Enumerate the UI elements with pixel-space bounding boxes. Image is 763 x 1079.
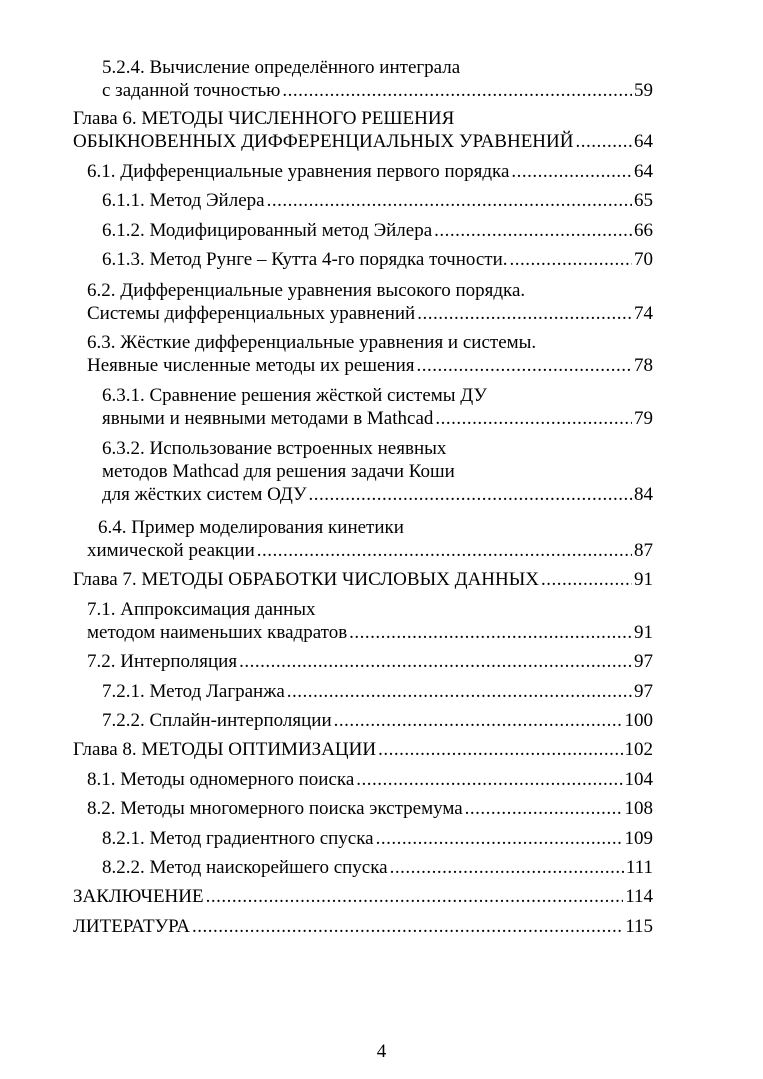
toc-entry [87, 160, 653, 183]
toc-line: с заданной точностью [102, 80, 281, 101]
dot-leader [349, 621, 632, 644]
toc-page-number: 114 [625, 886, 653, 907]
toc-line: ЛИТЕРАТУРА [73, 916, 190, 937]
toc-page-number: 79 [634, 408, 653, 429]
dot-leader [510, 248, 633, 271]
toc-line: 6.3.1. Сравнение решения жёсткой системы ДУ [102, 385, 487, 406]
toc-page-number: 74 [634, 303, 653, 324]
toc-entry [73, 107, 653, 153]
toc-line: 6.1.2. Модифицированный метод Эйлера [102, 220, 433, 241]
toc-entry [73, 568, 653, 591]
dot-leader [434, 219, 632, 242]
toc-entry [87, 650, 653, 673]
toc-line: ОБЫКНОВЕННЫХ ДИФФЕРЕНЦИАЛЬНЫХ УРАВНЕНИЙ [73, 131, 574, 152]
toc-entry [102, 384, 653, 430]
toc-line: 6.2. Дифференциальные уравнения высокого порядка. [87, 280, 526, 301]
toc-line: Неявные численные методы их решения [87, 355, 415, 376]
toc-line: 6.1. Дифференциальные уравнения первого порядка [87, 161, 510, 182]
toc-line: 5.2.4. Вычисление определённого интеграла [102, 57, 461, 78]
toc-page-number: 64 [634, 161, 653, 182]
dot-leader [287, 680, 632, 703]
toc-page-number: 104 [624, 769, 653, 790]
toc-entry [73, 885, 653, 908]
toc-entry [102, 189, 653, 212]
toc-entry [87, 516, 653, 562]
toc-entry [87, 598, 653, 644]
toc-entry [102, 680, 653, 703]
toc-line: Системы дифференциальных уравнений [87, 303, 416, 324]
dot-leader [192, 915, 623, 938]
toc-line: 7.1. Аппроксимация данных [87, 599, 316, 620]
toc-entry [102, 856, 653, 879]
toc-entry [102, 709, 653, 732]
toc-line: 7.2.1. Метод Лагранжа [102, 681, 285, 702]
dot-leader [267, 189, 632, 212]
toc-entry [73, 738, 653, 761]
dot-leader [575, 130, 632, 153]
toc-line: 8.1. Методы одномерного поиска [87, 769, 355, 790]
toc-entry [102, 827, 653, 850]
toc-page-number: 70 [634, 249, 653, 270]
toc-page-number: 100 [624, 710, 653, 731]
dot-leader [416, 354, 632, 377]
toc-entry [73, 915, 653, 938]
toc-entry [102, 248, 653, 271]
toc-line: химической реакции [87, 540, 255, 561]
toc-page-number: 59 [634, 80, 653, 101]
toc-line: ЗАКЛЮЧЕНИЕ [73, 886, 204, 907]
dot-leader [239, 650, 632, 673]
toc-page-number: 111 [625, 857, 653, 878]
dot-leader [334, 709, 623, 732]
toc-line: 6.1.3. Метод Рунге – Кутта 4-го порядка точности. [102, 249, 508, 270]
dot-leader [257, 539, 632, 562]
toc-line: 6.4. Пример моделирования кинетики [98, 517, 404, 538]
toc-page-number: 91 [634, 569, 653, 590]
dot-leader [282, 79, 632, 102]
toc-entry [87, 279, 653, 325]
toc-page-number: 115 [625, 916, 653, 937]
toc-line: 8.2. Методы многомерного поиска экстремума [87, 798, 463, 819]
dot-leader [435, 407, 632, 430]
toc-entry [102, 219, 653, 242]
toc-entry [102, 56, 653, 102]
dot-leader [465, 797, 623, 820]
dot-leader [417, 302, 632, 325]
toc-page-number: 87 [634, 540, 653, 561]
toc-page-number: 91 [634, 622, 653, 643]
toc-entry [87, 768, 653, 791]
toc-page-number: 97 [634, 651, 653, 672]
toc-line: Глава 8. МЕТОДЫ ОПТИМИЗАЦИИ [73, 739, 377, 760]
dot-leader [378, 738, 622, 761]
toc-page-number: 66 [634, 220, 653, 241]
toc-page-number: 84 [634, 484, 653, 505]
dot-leader [206, 885, 624, 908]
toc-line: для жёстких систем ОДУ [102, 484, 307, 505]
toc-line: Глава 6. МЕТОДЫ ЧИСЛЕННОГО РЕШЕНИЯ [73, 108, 455, 129]
dot-leader [356, 768, 622, 791]
dot-leader [511, 160, 632, 183]
toc-line: явными и неявными методами в Mathcad [102, 408, 434, 429]
toc-line: 8.2.1. Метод градиентного спуска [102, 828, 374, 849]
toc-line: методов Mathcad для решения задачи Коши [102, 461, 455, 482]
dot-leader [541, 568, 632, 591]
toc-page-number: 65 [634, 190, 653, 211]
dot-leader [390, 856, 624, 879]
toc-page-number: 108 [624, 798, 653, 819]
toc-line: 6.3. Жёсткие дифференциальные уравнения и системы. [87, 332, 537, 353]
toc-page-number: 102 [624, 739, 653, 760]
toc-line: 7.2. Интерполяция [87, 651, 238, 672]
toc-line: методом наименьших квадратов [87, 622, 348, 643]
dot-leader [376, 827, 623, 850]
toc-line: 7.2.2. Сплайн-интерполяции [102, 710, 332, 731]
toc-entry [87, 797, 653, 820]
toc-page-number: 78 [634, 355, 653, 376]
toc-line: 8.2.2. Метод наискорейшего спуска [102, 857, 388, 878]
toc-line: 6.1.1. Метод Эйлера [102, 190, 265, 211]
toc-page-number: 97 [634, 681, 653, 702]
toc-page-number: 109 [624, 828, 653, 849]
page-number: 4 [376, 1041, 387, 1062]
dot-leader [309, 483, 632, 506]
toc-line: Глава 7. МЕТОДЫ ОБРАБОТКИ ЧИСЛОВЫХ ДАННЫХ [73, 569, 540, 590]
toc-line: 6.3.2. Использование встроенных неявных [102, 438, 447, 459]
toc-entry [87, 331, 653, 377]
toc-page-number: 64 [634, 131, 653, 152]
toc-entry [102, 437, 653, 506]
